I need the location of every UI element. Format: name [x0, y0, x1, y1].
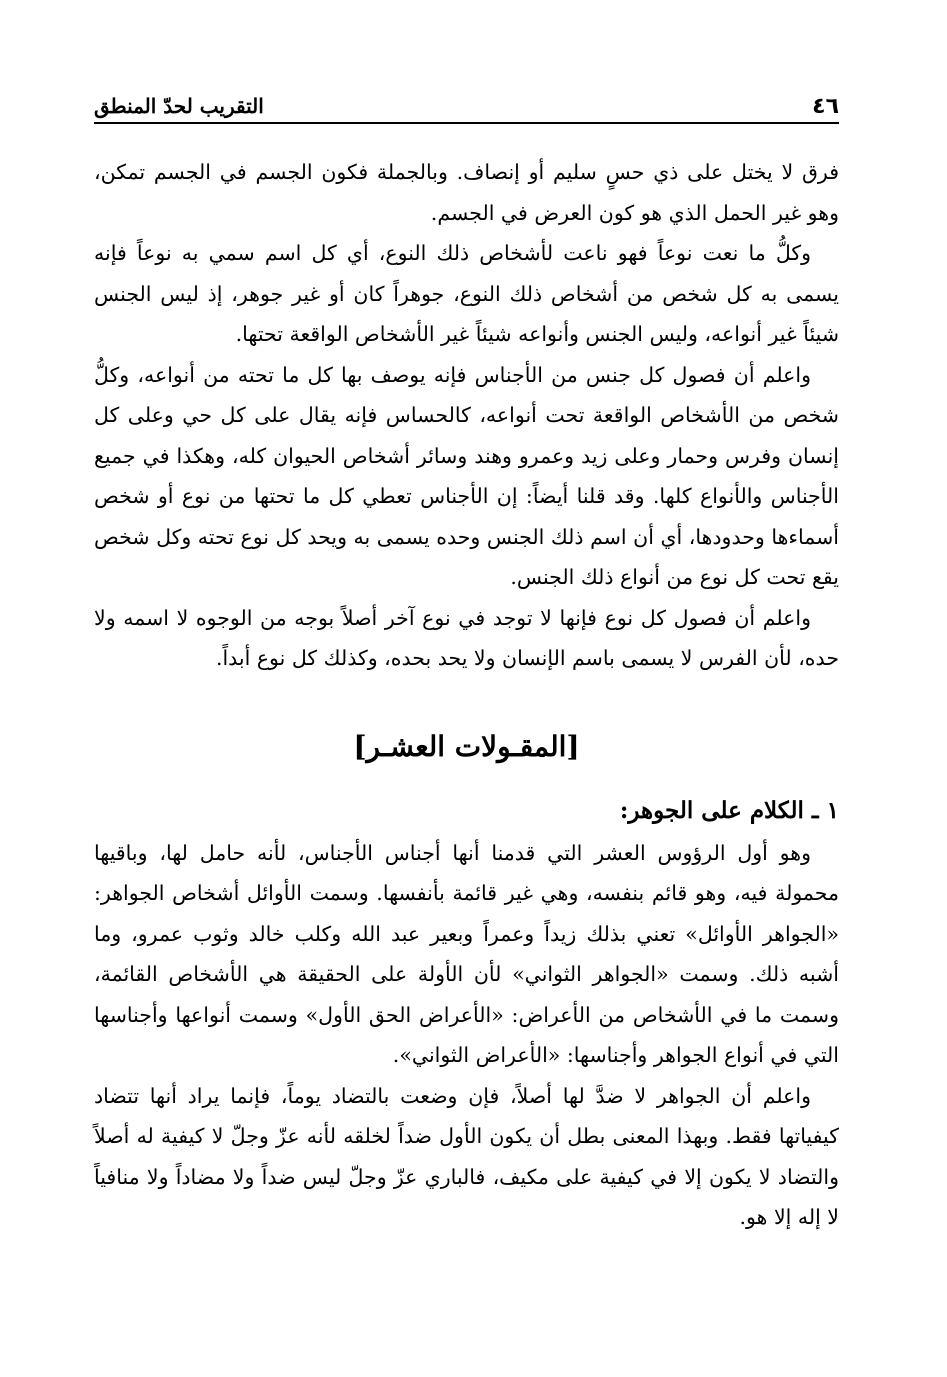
running-title: التقريب لحدّ المنطق	[94, 94, 264, 118]
paragraph: واعلم أن الجواهر لا ضدَّ لها أصلاً، فإن وضعت بالتضاد يوماً، فإنما يراد أنها تتضاد كيفياتها فقط. وبهذا المعنى بطل أن يكون الأول ضداً لخلقه لأنه عزّ وجلّ لا كيفية له أصلاً والتضاد لا يكون إلا في كيفية على مكيف، فالباري عزّ وجلّ ليس ضداً ولا مضاداً ولا منافياً لا إله إلا هو.	[94, 1083, 839, 1229]
page-header	[94, 88, 839, 124]
paragraph: وهو أول الرؤوس العشر التي قدمنا أنها أجناس الأجناس، لأنه حامل لها، وباقيها محمولة فيه، وهو قائم بنفسه، وهي غير قائمة بأنفسها. وسمت الأوائل أشخاص الجواهر: «الجواهر الأوائل» تعني بذلك زيداً وعمراً وبعير عبد الله وكلب خالد وثوب عمرو، وما أشبه ذلك. وسمت «الجواهر الثواني» لأن الأولة على الحقيقة هي الأشخاص القائمة، وسمت ما في الأشخاص من الأعراض: «الأعراض الحق الأول» وسمت أنواعها وأجناسها التي في أنواع الجواهر وأجناسها: «الأعراض الثواني».	[94, 840, 839, 1067]
paragraph: وكلُّ ما نعت نوعاً فهو ناعت لأشخاص ذلك النوع، أي كل اسم سمي به نوعاً فإنه يسمى به كل شخص من أشخاص ذلك النوع، جوهراً كان أو غير جوهر، إذ ليس الجنس شيئاً غير أنواعه، وليس الجنس وأنواعه شيئاً غير الأشخاص الواقعة تحتها.	[94, 241, 839, 346]
page-number: ٤٦	[812, 94, 839, 119]
subheading: ١ ـ الكلام على الجوهر:	[619, 796, 839, 824]
book-page	[94, 88, 839, 1328]
body-text	[94, 152, 839, 1238]
section-heading: [المقـولات العشـر]	[353, 729, 580, 763]
paragraph: واعلم أن فصول كل نوع فإنها لا توجد في نوع آخر أصلاً بوجه من الوجوه لا اسمه ولا حده، لأن الفرس لا يسمى باسم الإنسان ولا يحد بحده، وكذلك كل نوع أبداً.	[94, 605, 839, 670]
paragraph: فرق لا يختل على ذي حسٍ سليم أو إنصاف. وبالجملة فكون الجسم في الجسم تمكن، وهو غير الحمل الذي هو كون العرض في الجسم.	[94, 160, 839, 225]
paragraph: واعلم أن فصول كل جنس من الأجناس فإنه يوصف بها كل ما تحته من أنواعه، وكلُّ شخص من الأشخاص الواقعة تحت أنواعه، كالحساس فإنه يقال على كل حي وعلى كل إنسان وفرس وحمار وعلى زيد وعمرو وهند وسائر أشخاص الحيوان كله، وهكذا في جميع الأجناس والأنواع كلها. وقد قلنا أيضاً: إن الأجناس تعطي كل ما تحتها من نوع أو شخص أسماءها وحدودها، أي أن اسم ذلك الجنس وحده يسمى به ويحد كل نوع تحته وكل شخص يقع تحت كل نوع من أنواع ذلك الجنس.	[94, 362, 839, 589]
